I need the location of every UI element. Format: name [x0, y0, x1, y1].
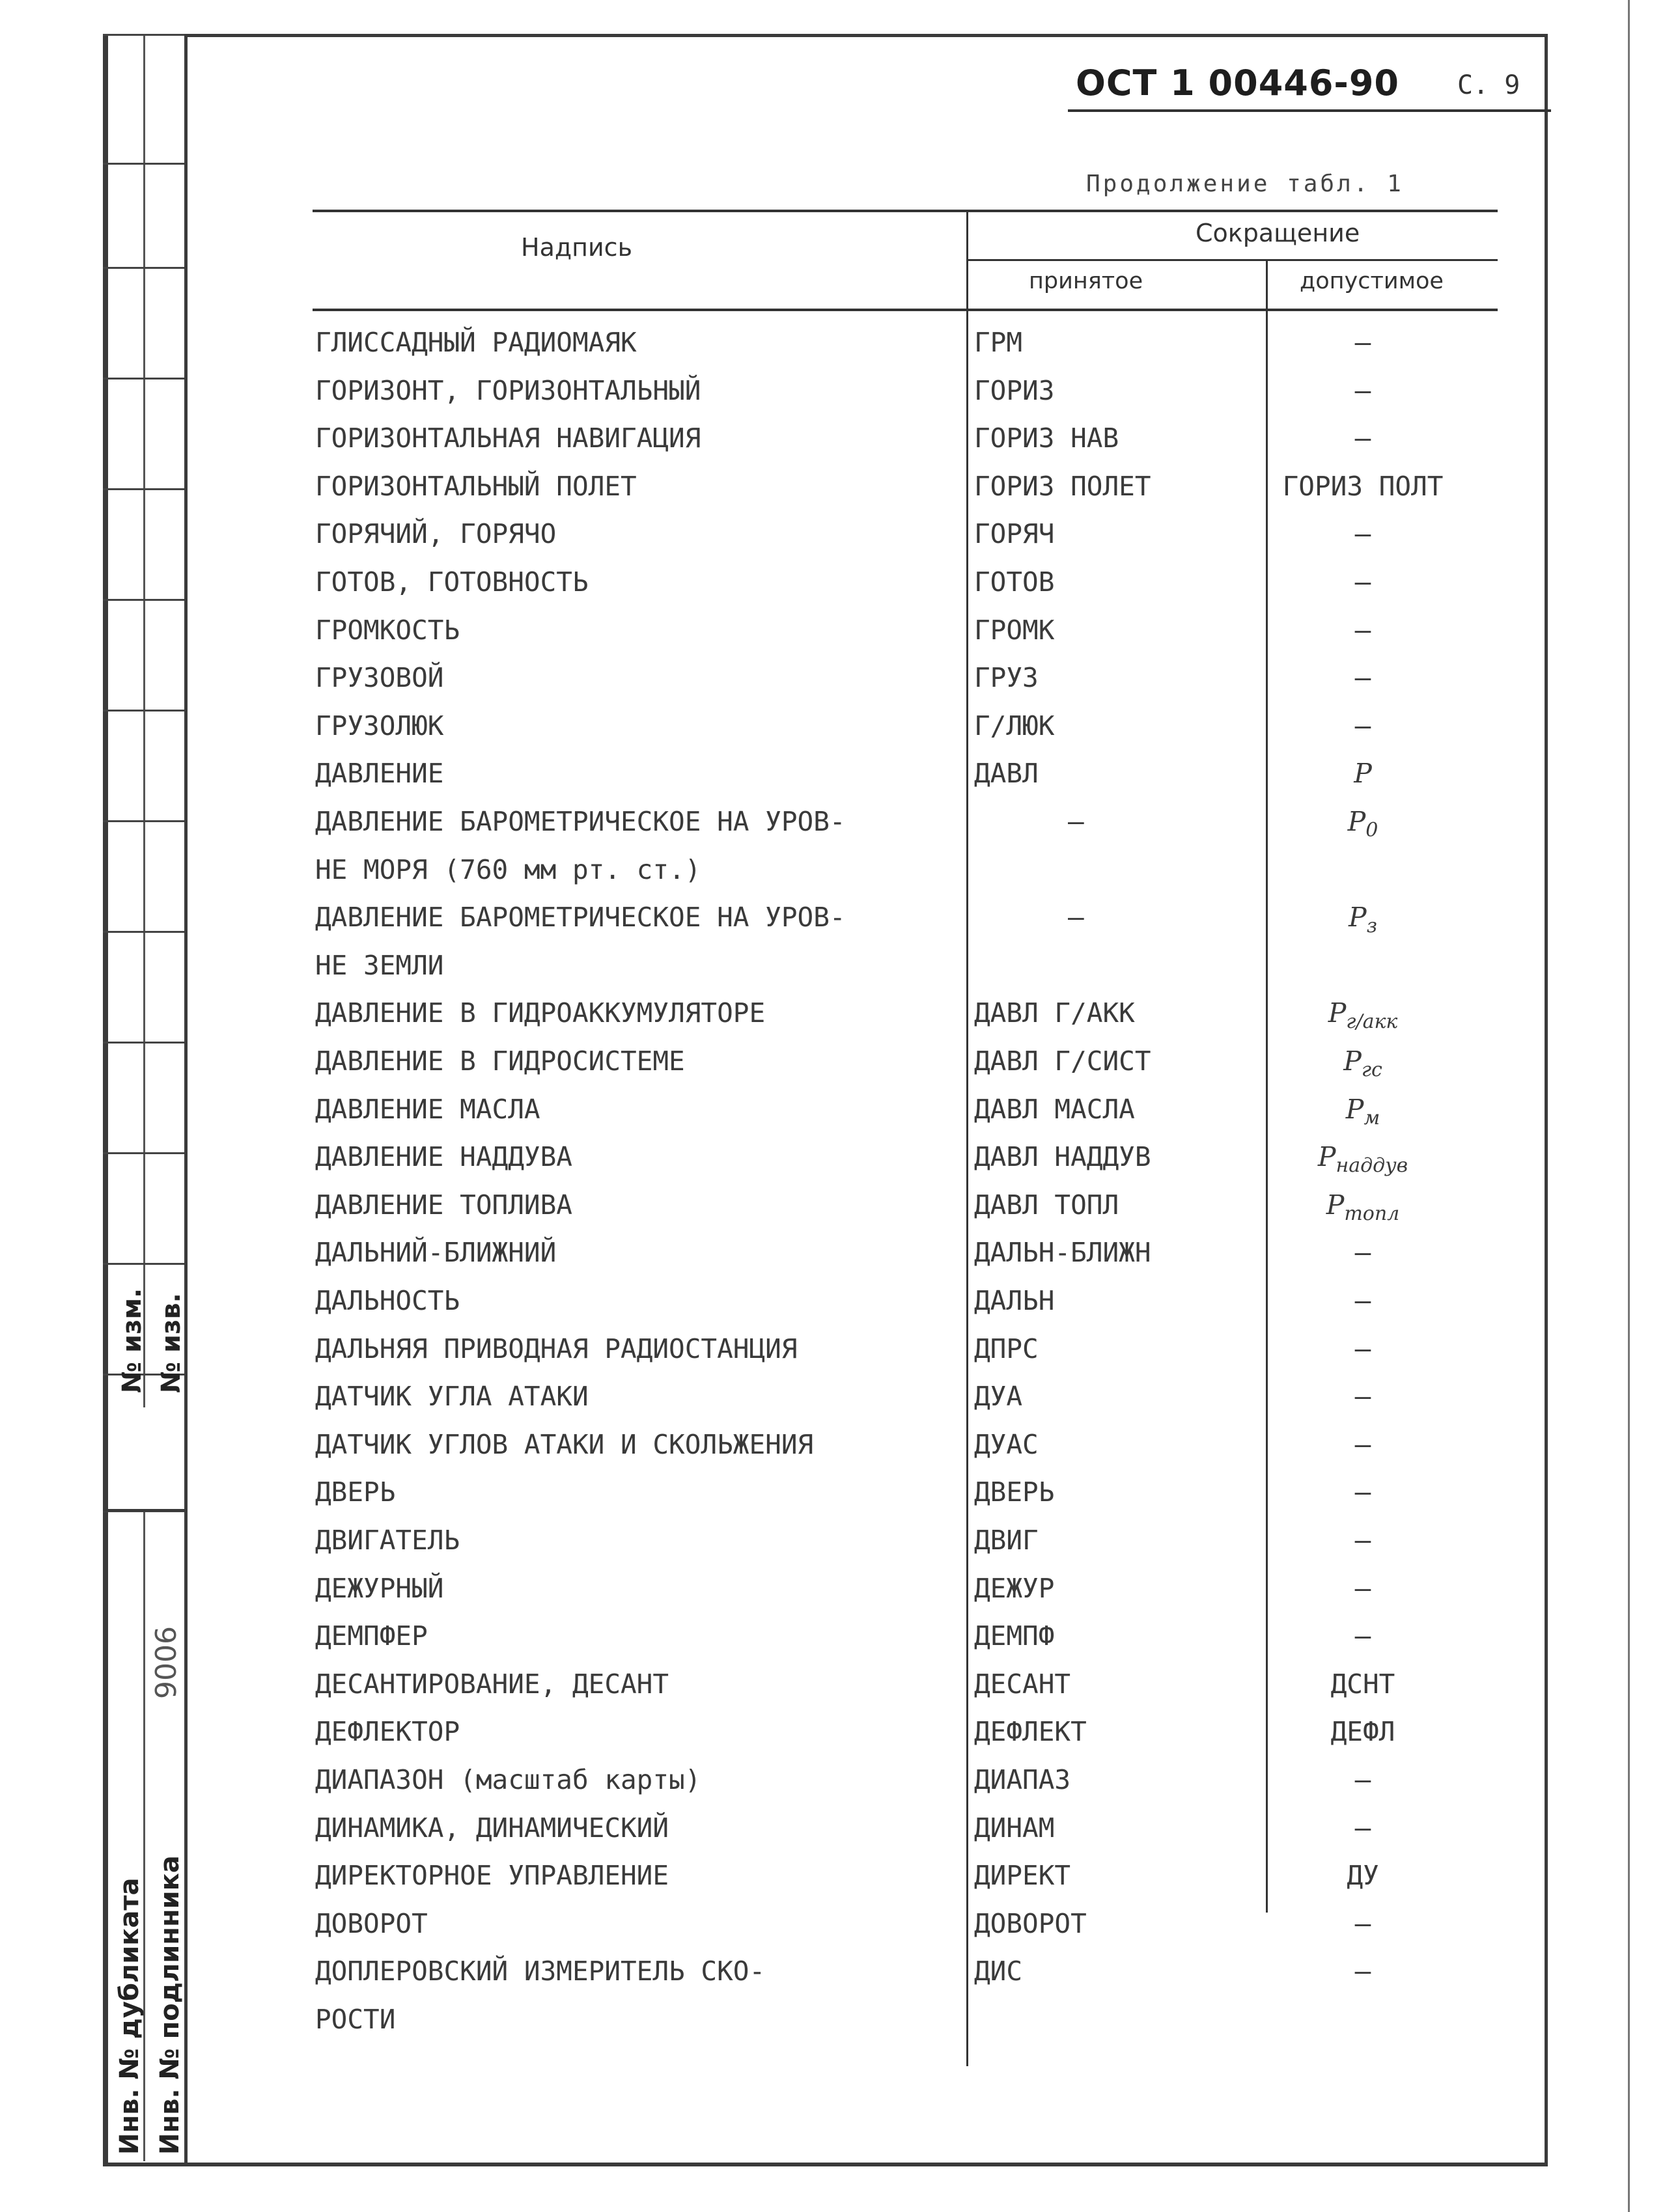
row-accepted-abbr: –	[1068, 806, 1084, 837]
allowed-subscript: гс	[1361, 1058, 1382, 1082]
stamp-grid-tick	[103, 1042, 184, 1044]
allowed-symbol: P	[1347, 806, 1366, 837]
row-label: ДАВЛЕНИЕ ТОПЛИВА	[315, 1189, 572, 1221]
column-divider-2	[1266, 259, 1268, 1913]
stamp-grid-tick	[103, 820, 184, 822]
row-label: ДЕФЛЕКТОР	[315, 1716, 460, 1748]
row-accepted-abbr: ГОРИЗ ПОЛЕТ	[974, 470, 1151, 502]
allowed-symbol: P	[1328, 997, 1347, 1029]
stamp-grid-tick	[103, 378, 184, 380]
row-allowed-abbr: –	[1354, 566, 1371, 598]
row-accepted-abbr: ГРУЗ	[974, 662, 1039, 694]
row-accepted-abbr: ДИАПАЗ	[974, 1764, 1071, 1795]
row-accepted-abbr: ДОВОРОТ	[974, 1907, 1087, 1939]
row-label: ГРУЗОЛЮК	[315, 710, 444, 741]
row-label: ДАЛЬНОСТЬ	[315, 1285, 460, 1316]
header-label: Надпись	[521, 233, 632, 262]
row-label: ДЕСАНТИРОВАНИЕ, ДЕСАНТ	[315, 1668, 669, 1700]
frame-right-border	[1545, 34, 1548, 2166]
row-allowed-abbr	[1268, 997, 1457, 1033]
row-label: ДВЕРЬ	[315, 1476, 396, 1508]
row-accepted-abbr: ДАВЛ Г/АКК	[974, 997, 1135, 1029]
row-allowed-abbr: –	[1354, 1620, 1371, 1652]
row-accepted-abbr: Г/ЛЮК	[974, 710, 1055, 741]
allowed-subscript: г/акк	[1346, 1010, 1398, 1034]
stamp-inv-original: Инв. № подлинника	[155, 1855, 185, 2155]
row-accepted-abbr: ДЕМПФ	[974, 1620, 1055, 1652]
row-accepted-abbr: ДПРС	[974, 1333, 1039, 1364]
row-label: ГРУЗОВОЙ	[315, 662, 444, 694]
row-allowed-abbr: –	[1354, 1237, 1371, 1269]
stamp-grid-tick	[103, 931, 184, 933]
header-abbreviation: Сокращение	[1196, 219, 1360, 247]
frame-left-border	[103, 34, 108, 2166]
row-allowed-abbr: –	[1354, 1572, 1371, 1604]
row-label: РОСТИ	[315, 2004, 396, 2035]
stamp-no-izm: № изм.	[117, 1288, 147, 1393]
row-accepted-abbr: ДЕСАНТ	[974, 1668, 1071, 1700]
stamp-grid-tick	[103, 488, 184, 490]
row-allowed-abbr: –	[1354, 327, 1371, 358]
row-allowed-abbr	[1268, 758, 1457, 789]
page-edge-line	[1628, 0, 1630, 2212]
row-allowed-abbr: –	[1354, 1381, 1371, 1413]
row-allowed-abbr	[1268, 1045, 1457, 1081]
row-allowed-abbr: –	[1354, 710, 1371, 741]
allowed-subscript: з	[1366, 915, 1377, 938]
allowed-symbol: P	[1354, 758, 1372, 790]
row-label: ДАВЛЕНИЕ	[315, 758, 444, 790]
row-label: ДЕЖУРНЫЙ	[315, 1572, 444, 1604]
row-accepted-abbr: ГРМ	[974, 327, 1023, 358]
stamp-grid-tick	[103, 599, 184, 601]
row-allowed-abbr: –	[1354, 1764, 1371, 1795]
row-accepted-abbr: ДАВЛ Г/СИСТ	[974, 1045, 1151, 1077]
row-accepted-abbr: ГОТОВ	[974, 566, 1055, 598]
row-accepted-abbr: ДУАС	[974, 1428, 1039, 1460]
row-allowed-abbr: –	[1354, 1812, 1371, 1844]
header-underline	[1068, 109, 1551, 112]
row-label: ГОРЯЧИЙ, ГОРЯЧО	[315, 518, 557, 550]
row-label: ДАВЛЕНИЕ В ГИДРОАККУМУЛЯТОРЕ	[315, 997, 766, 1029]
header-accepted: принятое	[1029, 268, 1143, 294]
frame-top-border	[184, 34, 1547, 37]
row-label: ДИНАМИКА, ДИНАМИЧЕСКИЙ	[315, 1812, 669, 1844]
allowed-symbol: P	[1317, 1141, 1336, 1173]
row-allowed-abbr	[1268, 1141, 1457, 1177]
row-allowed-abbr: ДСНТ	[1330, 1668, 1395, 1700]
document-code: ОСТ 1 00446-90	[1076, 62, 1399, 104]
stamp-grid-tick	[103, 267, 184, 269]
row-accepted-abbr: ДАВЛ МАСЛА	[974, 1093, 1135, 1125]
row-label: ДАВЛЕНИЕ МАСЛА	[315, 1093, 540, 1125]
header-allowed: допустимое	[1300, 268, 1444, 294]
row-label: ГРОМКОСТЬ	[315, 614, 460, 646]
row-allowed-abbr: –	[1354, 1285, 1371, 1316]
page-number: С. 9	[1457, 70, 1520, 100]
stamp-inventory-number: 9006	[148, 1626, 181, 1699]
row-allowed-abbr: –	[1354, 374, 1371, 406]
row-allowed-abbr: –	[1354, 1525, 1371, 1556]
row-allowed-abbr: –	[1354, 662, 1371, 694]
row-label: НЕ ЗЕМЛИ	[315, 949, 444, 981]
stamp-separator	[103, 1509, 188, 1512]
row-accepted-abbr: ДВЕРЬ	[974, 1476, 1055, 1508]
row-label: ДАВЛЕНИЕ В ГИДРОСИСТЕМЕ	[315, 1045, 685, 1077]
row-accepted-abbr: ДИС	[974, 1956, 1023, 1987]
row-label: ДЕМПФЕР	[315, 1620, 428, 1652]
stamp-column-border	[184, 34, 188, 2166]
allowed-symbol: P	[1349, 902, 1367, 933]
table-sub-rule	[968, 259, 1498, 261]
row-accepted-abbr: ГРОМК	[974, 614, 1055, 646]
allowed-subscript: м	[1364, 1106, 1380, 1129]
row-allowed-abbr: –	[1354, 1428, 1371, 1460]
allowed-symbol: P	[1326, 1189, 1345, 1221]
row-label: ДАВЛЕНИЕ БАРОМЕТРИЧЕСКОЕ НА УРОВ-	[315, 902, 846, 933]
row-accepted-abbr: ДЕФЛЕКТ	[974, 1716, 1087, 1748]
row-accepted-abbr: ГОРИЗ НАВ	[974, 422, 1119, 454]
row-accepted-abbr: ДАВЛ НАДДУВ	[974, 1141, 1151, 1173]
stamp-column-divider	[143, 34, 145, 1407]
row-accepted-abbr: ДВИГ	[974, 1525, 1039, 1556]
row-accepted-abbr: ДАВЛ ТОПЛ	[974, 1189, 1119, 1221]
table-top-rule	[313, 210, 1498, 212]
row-allowed-abbr: –	[1354, 1907, 1371, 1939]
stamp-inv-duplicate: Инв. № дубликата	[115, 1877, 145, 2155]
stamp-grid-tick	[103, 1263, 184, 1265]
row-label: НЕ МОРЯ (760 мм рт. ст.)	[315, 853, 701, 885]
row-allowed-abbr	[1268, 1189, 1457, 1225]
row-label: ДОПЛЕРОВСКИЙ ИЗМЕРИТЕЛЬ СКО-	[315, 1956, 766, 1987]
row-label: ГОРИЗОНТАЛЬНЫЙ ПОЛЕТ	[315, 470, 637, 502]
row-allowed-abbr	[1268, 1094, 1457, 1129]
row-accepted-abbr: ДАВЛ	[974, 758, 1039, 790]
row-accepted-abbr: ГОРЯЧ	[974, 518, 1055, 550]
row-allowed-abbr: –	[1354, 1476, 1371, 1508]
row-label: ДАЛЬНЯЯ ПРИВОДНАЯ РАДИОСТАНЦИЯ	[315, 1333, 798, 1364]
row-allowed-abbr	[1268, 806, 1457, 842]
row-label: ДАТЧИК УГЛА АТАКИ	[315, 1381, 589, 1413]
row-label: ДАЛЬНИЙ-БЛИЖНИЙ	[315, 1237, 557, 1269]
row-label: ДАВЛЕНИЕ БАРОМЕТРИЧЕСКОЕ НА УРОВ-	[315, 806, 846, 837]
row-allowed-abbr: –	[1354, 1956, 1371, 1987]
row-accepted-abbr: ДЕЖУР	[974, 1572, 1055, 1604]
row-accepted-abbr: ДАЛЬН	[974, 1285, 1055, 1316]
row-accepted-abbr: ГОРИЗ	[974, 374, 1055, 406]
row-allowed-abbr	[1268, 902, 1457, 937]
stamp-no-izv: № изв.	[156, 1293, 186, 1393]
row-allowed-abbr: –	[1354, 518, 1371, 550]
allowed-symbol: P	[1343, 1045, 1362, 1077]
table-header-bottom-rule	[313, 309, 1498, 311]
row-allowed-abbr: ГОРИЗ ПОЛТ	[1282, 470, 1444, 502]
row-label: ГОТОВ, ГОТОВНОСТЬ	[315, 566, 589, 598]
stamp-grid-tick	[103, 163, 184, 165]
row-accepted-abbr: ДИНАМ	[974, 1812, 1055, 1844]
row-allowed-abbr: –	[1354, 1333, 1371, 1364]
table-continuation-caption: Продолжение табл. 1	[1086, 171, 1404, 197]
frame-bottom-border	[103, 2163, 1548, 2166]
allowed-subscript: топл	[1344, 1202, 1400, 1225]
row-accepted-abbr: ДИРЕКТ	[974, 1860, 1071, 1892]
row-accepted-abbr: ДУА	[974, 1381, 1023, 1413]
row-allowed-abbr: –	[1354, 614, 1371, 646]
row-label: ДВИГАТЕЛЬ	[315, 1525, 460, 1556]
row-label: ДИАПАЗОН (масштаб карты)	[315, 1764, 701, 1795]
stamp-grid-tick	[103, 710, 184, 712]
row-accepted-abbr: ДАЛЬН-БЛИЖН	[974, 1237, 1151, 1269]
stamp-grid-tick	[103, 1152, 184, 1154]
row-label: ДАТЧИК УГЛОВ АТАКИ И СКОЛЬЖЕНИЯ	[315, 1428, 814, 1460]
allowed-subscript: наддув	[1336, 1154, 1408, 1178]
row-label: ДОВОРОТ	[315, 1907, 428, 1939]
row-label: ГОРИЗОНТ, ГОРИЗОНТАЛЬНЫЙ	[315, 374, 701, 406]
row-label: ГОРИЗОНТАЛЬНАЯ НАВИГАЦИЯ	[315, 422, 701, 454]
column-divider-1	[966, 210, 968, 2066]
allowed-symbol: P	[1345, 1093, 1364, 1125]
row-allowed-abbr: ДЕФЛ	[1330, 1716, 1395, 1748]
row-label: ДИРЕКТОРНОЕ УПРАВЛЕНИЕ	[315, 1860, 669, 1892]
row-label: ГЛИССАДНЫЙ РАДИОМАЯК	[315, 327, 637, 358]
row-allowed-abbr: –	[1354, 422, 1371, 454]
row-accepted-abbr: –	[1068, 902, 1084, 933]
row-label: ДАВЛЕНИЕ НАДДУВА	[315, 1141, 572, 1173]
stamp-grid-tick	[103, 34, 184, 36]
row-allowed-abbr: ДУ	[1347, 1860, 1379, 1892]
allowed-subscript: 0	[1365, 819, 1378, 842]
